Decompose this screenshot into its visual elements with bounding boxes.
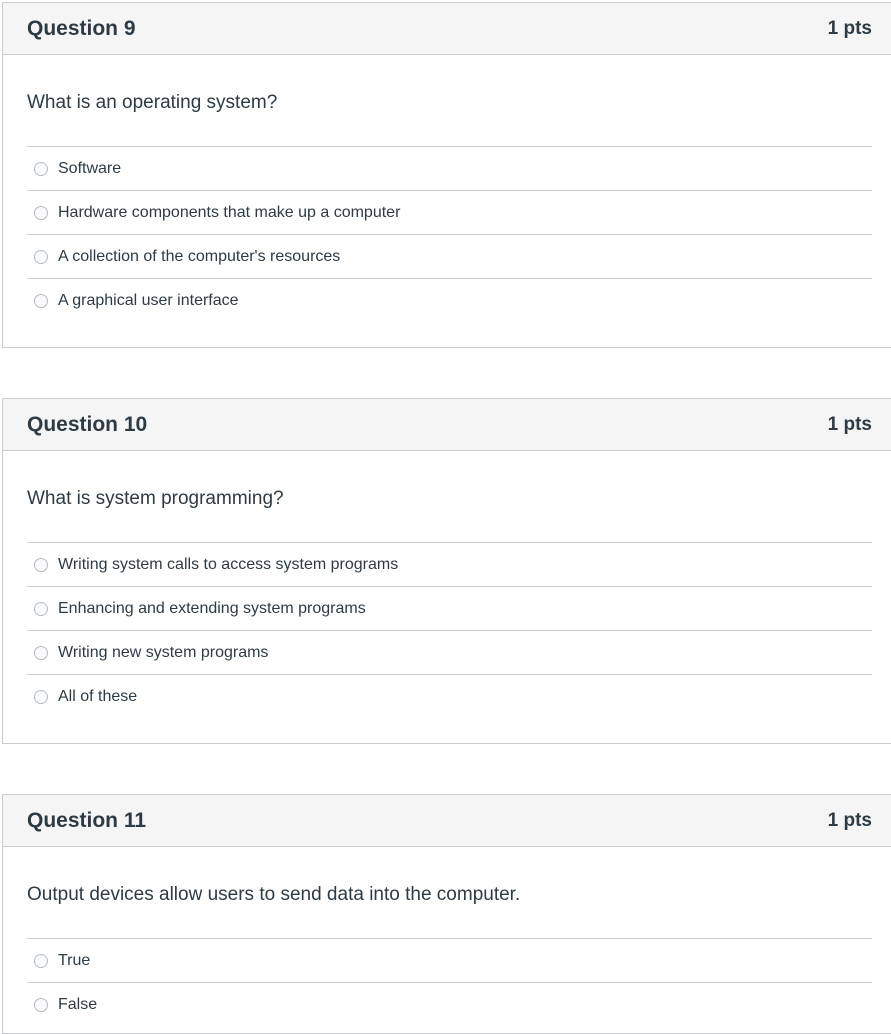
radio-button[interactable]: [34, 206, 48, 220]
radio-button[interactable]: [34, 250, 48, 264]
radio-button[interactable]: [34, 294, 48, 308]
question-title: Question 11: [27, 808, 147, 832]
question-body: [3, 451, 891, 719]
radio-button[interactable]: [34, 602, 48, 616]
radio-button[interactable]: [34, 162, 48, 176]
answer-option[interactable]: [27, 543, 872, 587]
radio-button[interactable]: [34, 646, 48, 660]
answer-label[interactable]: All of these: [58, 688, 138, 705]
question-header: [3, 399, 891, 451]
question-title: Question 9: [27, 16, 136, 40]
question-card-10: [2, 398, 891, 744]
question-body: [3, 55, 891, 323]
question-title: Question 10: [27, 412, 148, 436]
answer-option[interactable]: [27, 939, 872, 983]
question-card-11: [2, 794, 891, 1034]
answer-option[interactable]: [27, 147, 872, 191]
answer-label[interactable]: Enhancing and extending system programs: [58, 599, 366, 617]
answer-option[interactable]: [27, 587, 872, 631]
question-header: [3, 795, 891, 847]
answer-option[interactable]: [27, 631, 872, 675]
question-body: [3, 847, 891, 1027]
answer-label[interactable]: True: [58, 951, 91, 969]
answer-label[interactable]: A graphical user interface: [58, 292, 239, 309]
question-header: [3, 3, 891, 55]
answer-label[interactable]: A collection of the computer's resources: [58, 247, 341, 265]
answer-option[interactable]: [27, 983, 872, 1027]
answer-label[interactable]: Software: [58, 159, 122, 177]
question-text: Output devices allow users to send data into the computer.: [27, 884, 521, 905]
answer-option[interactable]: [27, 675, 872, 719]
radio-button[interactable]: [34, 690, 48, 704]
question-card-9: [2, 2, 891, 348]
answer-option[interactable]: [27, 191, 872, 235]
answer-option[interactable]: [27, 279, 872, 323]
answer-option[interactable]: [27, 235, 872, 279]
radio-button[interactable]: [34, 558, 48, 572]
answer-label[interactable]: Writing new system programs: [58, 643, 269, 661]
answer-list: [27, 542, 872, 719]
answer-label[interactable]: False: [58, 996, 98, 1013]
answer-label[interactable]: Writing system calls to access system programs: [58, 555, 399, 573]
question-points: 1 pts: [827, 809, 872, 831]
question-text: What is system programming?: [27, 488, 284, 509]
question-text: What is an operating system?: [27, 92, 278, 113]
radio-button[interactable]: [34, 998, 48, 1012]
answer-list: [27, 146, 872, 323]
answer-label[interactable]: Hardware components that make up a computer: [58, 203, 401, 221]
question-points: 1 pts: [827, 17, 872, 39]
radio-button[interactable]: [34, 954, 48, 968]
answer-list: [27, 938, 872, 1027]
question-points: 1 pts: [827, 413, 872, 435]
